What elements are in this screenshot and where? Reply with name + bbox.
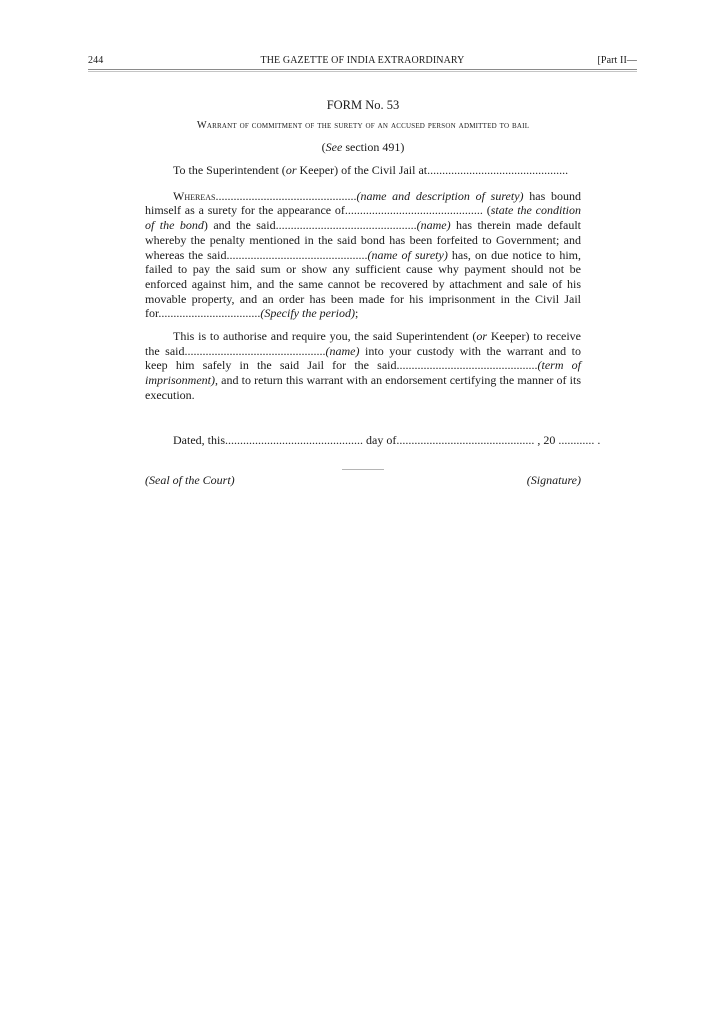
this-text-2: Keeper) to receive the said............................................... bbox=[145, 329, 582, 358]
page-header bbox=[88, 55, 637, 69]
whereas-italic-4: (name of surety) bbox=[367, 247, 448, 262]
this-text-1: This is to authorise and require you, the said Superintendent ( bbox=[173, 329, 477, 344]
this-italic-1: or bbox=[476, 329, 488, 344]
signature-label: (Signature) bbox=[526, 472, 581, 487]
see-prefix: See bbox=[325, 140, 343, 154]
see-section: section 491) bbox=[342, 140, 405, 154]
whereas-text-1: has bound himself as a surety for the appearance of.............................................. ( bbox=[145, 188, 581, 218]
whereas-text-5: ; bbox=[354, 306, 359, 321]
form-content bbox=[145, 97, 601, 489]
addressee-paragraph bbox=[145, 163, 581, 178]
whereas-paragraph bbox=[145, 189, 581, 321]
whereas-lead: Whereas bbox=[173, 188, 216, 203]
whereas-blank-1: ............................................... bbox=[215, 188, 357, 203]
this-text-3: into your custody with the warrant and to keep him safely in the said Jail for the said............................................... bbox=[145, 343, 581, 373]
whereas-italic-5: (Specify the period) bbox=[260, 306, 355, 321]
whereas-italic-1: (name and description of surety) bbox=[356, 188, 524, 203]
gazette-title: THE GAZETTE OF INDIA EXTRAORDINARY bbox=[260, 55, 465, 66]
whereas-text-2: ) and the said............................................... bbox=[203, 218, 417, 233]
end-rule bbox=[342, 469, 384, 470]
seal-of-court: (Seal of the Court) bbox=[145, 472, 235, 487]
header-rule bbox=[88, 69, 637, 72]
to-text-1: To the Superintendent ( bbox=[173, 163, 286, 177]
authorisation-paragraph bbox=[145, 329, 581, 403]
this-italic-2: (name) bbox=[325, 343, 360, 358]
signature-row bbox=[145, 473, 581, 489]
to-or: or bbox=[285, 163, 297, 177]
part-label: [Part II— bbox=[597, 55, 637, 66]
whereas-italic-3: (name) bbox=[416, 218, 451, 233]
to-text-2: Keeper) of the Civil Jail at............................................... bbox=[296, 163, 569, 177]
section-reference bbox=[145, 140, 581, 155]
form-number: FORM No. 53 bbox=[326, 98, 400, 112]
whereas-italic-2: state the condition of the bond bbox=[145, 203, 581, 233]
this-text-4: , and to return this warrant with an endorsement certifying the manner of its execution. bbox=[145, 373, 581, 402]
whereas-text-4: has, on due notice to him, failed to pay the said sum or show any sufficient cause why payment should not be enforced against him, and the same cannot be recovered by attachment and sale of his movable property, and an order has been made for his imprisonment in the Civil Jail for.................................. bbox=[145, 247, 581, 321]
dated-line: Dated, this.............................................. day of.............................................. , 20 ............ . bbox=[173, 432, 601, 447]
whereas-text-3: has therein made default whereby the penalty mentioned in the said bond has been forfeited to Government; and whereas the said............................................... bbox=[145, 218, 581, 262]
page-number: 244 bbox=[88, 55, 104, 66]
form-title: Warrant of commitment of the surety of an accused person admitted to bail bbox=[196, 120, 530, 131]
see-open-paren: ( bbox=[321, 140, 326, 154]
this-italic-3: (term of imprisonment) bbox=[145, 358, 581, 388]
